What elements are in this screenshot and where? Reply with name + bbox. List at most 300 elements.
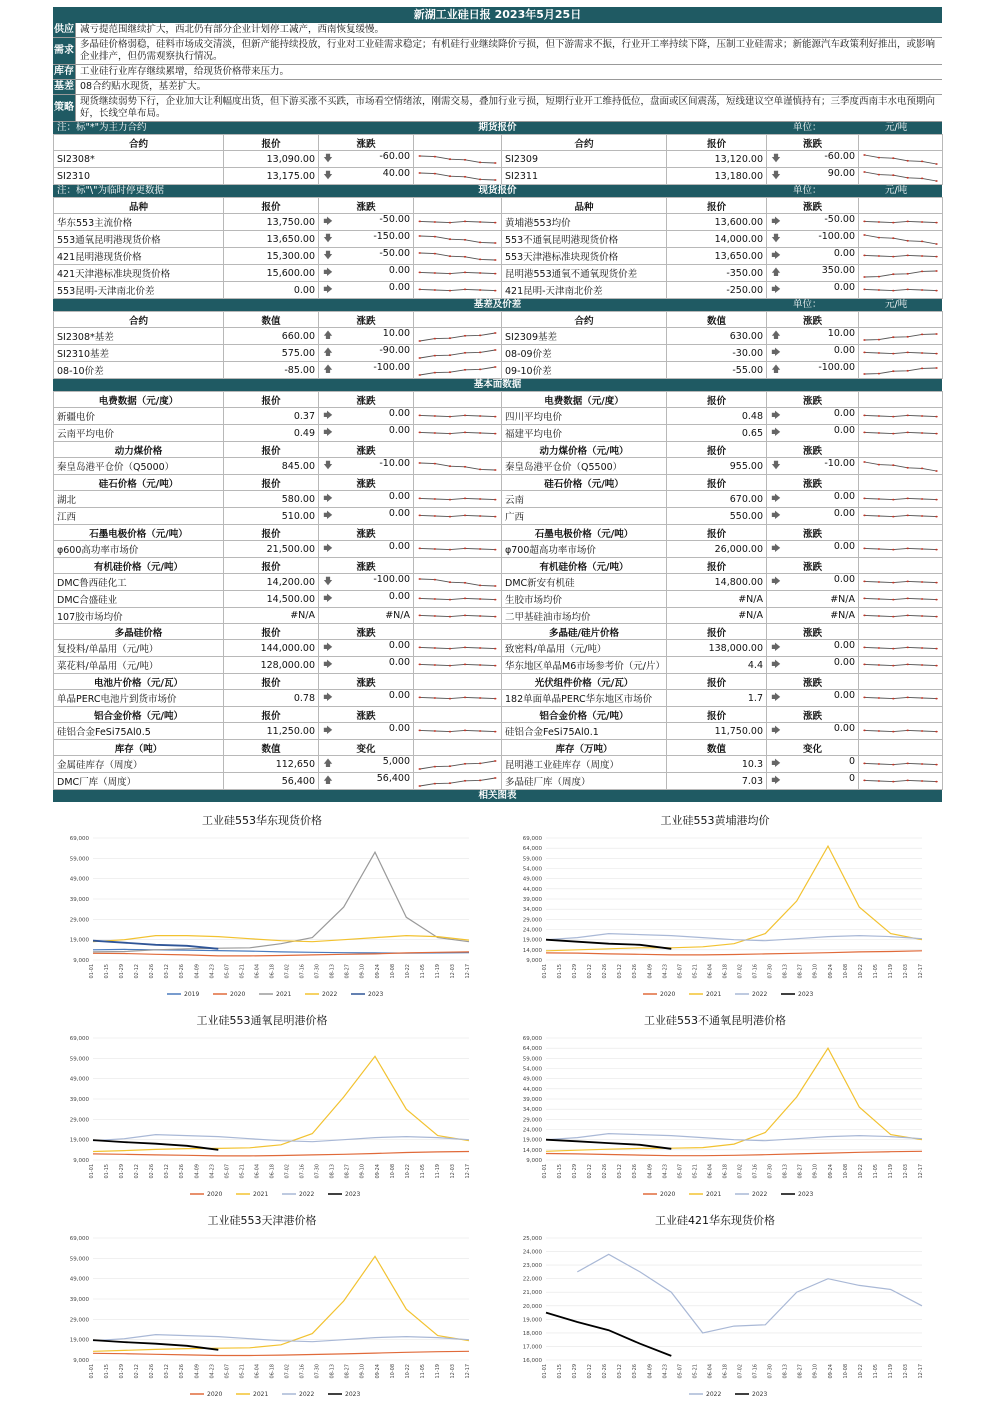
x-tick-label: 12-03 xyxy=(449,1164,456,1179)
sparkline-point xyxy=(878,339,880,341)
legend-label: 2023 xyxy=(345,1391,361,1398)
x-tick-label: 12-17 xyxy=(918,1364,924,1379)
sparkline-svg xyxy=(859,363,942,377)
sparkline-point xyxy=(878,464,880,466)
y-tick-label: 20,000 xyxy=(522,1303,542,1310)
sparkline-point xyxy=(892,256,894,258)
sparkline-point xyxy=(464,239,467,241)
y-tick-label: 59,000 xyxy=(69,856,89,863)
item-name: SI2308*基差 xyxy=(54,328,224,345)
table-row xyxy=(54,248,943,265)
y-tick-label: 64,000 xyxy=(522,846,542,853)
change-value: 350.00 xyxy=(821,265,855,276)
info-text: 工业硅行业库存继续累增，给现货价格带来压力。 xyxy=(75,65,942,79)
y-tick-label: 25,000 xyxy=(522,1236,542,1242)
item-change xyxy=(319,773,414,790)
item-price: 845.00 xyxy=(224,458,319,475)
header-spacer xyxy=(414,525,502,541)
header-cell: 电费数据（元/度） xyxy=(54,392,224,408)
sparkline-svg xyxy=(859,492,942,506)
item-price: 14,500.00 xyxy=(224,591,319,608)
sparkline-line xyxy=(420,515,495,516)
sparkline-point xyxy=(863,647,865,649)
sparkline-point xyxy=(878,373,880,375)
x-tick-label: 04-09 xyxy=(194,1364,201,1379)
sparkline-point xyxy=(479,763,482,765)
item-price: #N/A xyxy=(667,591,767,608)
change-value: 0.00 xyxy=(833,723,855,734)
x-tick-label: 09-10 xyxy=(359,964,366,979)
x-tick-label: 12-03 xyxy=(449,1364,456,1379)
item-price: 1.7 xyxy=(667,690,767,707)
trend-sparkline xyxy=(859,574,943,591)
sparkline-point xyxy=(863,373,865,375)
change-value: 0.00 xyxy=(833,508,855,519)
item-name: 广西 xyxy=(502,508,667,525)
header-cell: 品种 xyxy=(502,198,667,214)
sparkline-point xyxy=(464,415,467,417)
sparkline-line xyxy=(865,598,937,599)
x-tick-label: 05-07 xyxy=(677,1364,684,1379)
item-name: 黄埔港553均价 xyxy=(502,214,667,231)
series-line xyxy=(546,1140,671,1149)
info-label: 策略 xyxy=(53,95,75,121)
sparkline-point xyxy=(494,433,497,435)
sparkline-svg xyxy=(414,232,501,246)
trend-sparkline xyxy=(414,265,502,282)
trend-sparkline xyxy=(859,328,943,345)
sparkline-point xyxy=(878,647,880,649)
trend-sparkline xyxy=(859,458,943,475)
change-value: 10.00 xyxy=(827,328,855,339)
header-cell: 数值 xyxy=(667,740,767,756)
x-tick-label: 12-17 xyxy=(465,1364,471,1379)
item-price: 15,300.00 xyxy=(224,248,319,265)
sparkline-line xyxy=(865,730,937,731)
sparkline-point xyxy=(434,615,437,617)
sparkline-line xyxy=(865,255,937,256)
legend-label: 2020 xyxy=(207,1191,223,1198)
sparkline-point xyxy=(479,162,482,164)
y-tick-label: 54,000 xyxy=(522,1066,542,1073)
sparkline-svg xyxy=(414,575,501,589)
sparkline-point xyxy=(906,336,908,338)
sparkline-line xyxy=(865,498,937,499)
arrow-right-icon: 🡆 xyxy=(771,511,781,521)
x-tick-label: 02-12 xyxy=(587,1164,594,1179)
sparkline-point xyxy=(479,469,482,471)
y-tick-label: 29,000 xyxy=(69,917,89,924)
arrow-right-icon: 🡆 xyxy=(323,285,333,295)
series-line xyxy=(546,951,922,955)
x-tick-label: 05-07 xyxy=(677,1164,684,1179)
item-price: 10.3 xyxy=(667,756,767,773)
charts-header: 相关图表 xyxy=(53,790,942,802)
sparkline-point xyxy=(494,242,497,244)
table-row xyxy=(54,690,943,707)
trend-sparkline xyxy=(414,591,502,608)
header-cell: 合约 xyxy=(54,312,224,328)
x-tick-label: 09-24 xyxy=(827,964,834,979)
item-name: 硅铝合金FeSi75Al0.1 xyxy=(502,723,667,740)
sparkline-point xyxy=(878,598,880,600)
sparkline-line xyxy=(420,598,495,599)
sparkline-svg xyxy=(414,509,501,523)
table-row xyxy=(54,168,943,185)
sparkline-point xyxy=(892,648,894,650)
x-tick-label: 05-07 xyxy=(224,1164,231,1179)
sparkline-svg xyxy=(414,152,501,166)
sparkline-point xyxy=(494,665,497,667)
sparkline-point xyxy=(479,179,482,181)
item-change xyxy=(319,425,414,442)
item-change xyxy=(767,168,859,185)
info-label: 库存 xyxy=(54,66,74,77)
sparkline-svg xyxy=(414,363,501,377)
change-value: #N/A xyxy=(830,593,855,605)
legend-label: 2019 xyxy=(184,991,200,998)
x-tick-label: 08-13 xyxy=(782,1164,789,1179)
sparkline-point xyxy=(892,781,894,783)
x-tick-label: 04-09 xyxy=(647,1164,654,1179)
trend-sparkline xyxy=(859,425,943,442)
y-tick-label: 29,000 xyxy=(69,1117,89,1124)
x-tick-label: 01-01 xyxy=(542,1364,548,1379)
x-tick-label: 08-13 xyxy=(329,964,336,979)
table-row xyxy=(54,723,943,740)
item-change xyxy=(319,231,414,248)
arrow-right-icon: 🡆 xyxy=(323,411,333,421)
header-spacer xyxy=(859,135,943,151)
header-cell: 涨跌 xyxy=(767,525,859,541)
sparkline-point xyxy=(418,172,421,174)
sparkline-point xyxy=(464,289,467,291)
sparkline-point xyxy=(878,157,880,159)
sparkline-line xyxy=(420,697,495,698)
sparkline-point xyxy=(935,615,937,617)
header-cell: 涨跌 xyxy=(319,525,414,541)
x-tick-label: 11-05 xyxy=(872,1364,879,1379)
x-tick-label: 11-05 xyxy=(419,964,426,979)
item-change xyxy=(319,508,414,525)
arrow-down-icon: 🡇 xyxy=(323,154,333,164)
change-value: -60.00 xyxy=(824,151,855,162)
y-tick-label: 19,000 xyxy=(69,1137,89,1144)
sparkline-point xyxy=(418,598,421,600)
sparkline-point xyxy=(935,333,937,335)
sparkline-point xyxy=(892,665,894,667)
trend-sparkline xyxy=(859,282,943,299)
x-tick-label: 01-29 xyxy=(572,1364,579,1379)
header-cell: 涨跌 xyxy=(319,312,414,328)
header-cell: 变化 xyxy=(319,740,414,756)
x-tick-label: 11-05 xyxy=(419,1164,426,1179)
daily-report-sheet xyxy=(53,7,942,802)
sparkline-point xyxy=(449,648,452,650)
sparkline-point xyxy=(434,156,437,158)
trend-sparkline xyxy=(414,408,502,425)
item-change xyxy=(319,328,414,345)
sparkline-point xyxy=(418,614,421,616)
item-name: SI2309基差 xyxy=(502,328,667,345)
item-change xyxy=(319,282,414,299)
item-name: 08-09价差 xyxy=(502,345,667,362)
sparkline-point xyxy=(906,498,908,500)
sparkline-point xyxy=(935,764,937,766)
sparkline-line xyxy=(420,498,495,499)
sparkline-svg xyxy=(859,459,942,473)
item-price: 15,600.00 xyxy=(224,265,319,282)
x-tick-label: 08-13 xyxy=(329,1164,336,1179)
sparkline-point xyxy=(906,289,908,291)
header-cell: 报价 xyxy=(667,707,767,723)
trend-sparkline xyxy=(859,591,943,608)
change-value: 0.00 xyxy=(388,491,410,502)
sparkline-point xyxy=(494,760,497,762)
futures-table xyxy=(53,134,943,185)
sparkline-point xyxy=(434,515,437,517)
header-cell: 报价 xyxy=(224,624,319,640)
item-change xyxy=(767,458,859,475)
sparkline-point xyxy=(434,289,437,291)
header-cell: 电池片价格（元/瓦） xyxy=(54,674,224,690)
change-value: -100.00 xyxy=(818,231,855,242)
arrow-right-icon: 🡆 xyxy=(323,511,333,521)
sparkline-line xyxy=(420,415,495,416)
table-header-row xyxy=(54,475,943,491)
y-tick-label: 19,000 xyxy=(522,1137,542,1144)
item-price: 14,200.00 xyxy=(224,574,319,591)
x-tick-label: 06-18 xyxy=(269,964,276,979)
sparkline-point xyxy=(921,581,923,583)
sparkline-point xyxy=(464,369,467,371)
sparkline-point xyxy=(418,730,421,732)
header-cell: 报价 xyxy=(224,392,319,408)
header-cell: 涨跌 xyxy=(319,135,414,151)
sparkline-point xyxy=(935,290,937,292)
sparkline-point xyxy=(479,548,482,550)
sparkline-point xyxy=(434,432,437,434)
item-change xyxy=(319,458,414,475)
sparkline-point xyxy=(863,352,865,354)
basis-table xyxy=(53,311,943,379)
x-tick-label: 11-19 xyxy=(434,964,441,979)
item-price: -55.00 xyxy=(667,362,767,379)
sparkline-point xyxy=(892,416,894,418)
sparkline-line xyxy=(420,432,495,433)
info-row xyxy=(53,65,942,80)
y-tick-label: 69,000 xyxy=(522,836,542,842)
sparkline-point xyxy=(921,432,923,434)
table-row xyxy=(54,328,943,345)
x-tick-label: 08-27 xyxy=(797,1364,804,1379)
x-tick-label: 05-07 xyxy=(224,964,231,979)
arrow-right-icon: 🡆 xyxy=(323,428,333,438)
sparkline-svg xyxy=(859,232,942,246)
item-price: #N/A xyxy=(667,608,767,624)
trend-sparkline xyxy=(859,491,943,508)
x-tick-label: 02-12 xyxy=(134,1164,141,1179)
sparkline-point xyxy=(878,498,880,500)
sparkline-point xyxy=(906,415,908,417)
item-price: 0.78 xyxy=(224,690,319,707)
trend-sparkline xyxy=(414,345,502,362)
arrow-down-icon: 🡇 xyxy=(323,171,333,181)
table-row xyxy=(54,282,943,299)
item-name: SI2309 xyxy=(502,151,667,168)
sparkline-point xyxy=(906,467,908,469)
sparkline-point xyxy=(479,664,482,666)
y-tick-label: 17,000 xyxy=(522,1344,542,1351)
sparkline-point xyxy=(921,515,923,517)
header-cell: 数值 xyxy=(224,312,319,328)
legend-label: 2023 xyxy=(345,1191,361,1198)
sparkline-point xyxy=(863,498,865,500)
item-name: 菜花料/单晶用（元/吨） xyxy=(54,657,224,674)
trend-sparkline xyxy=(414,151,502,168)
x-tick-label: 03-12 xyxy=(164,1364,171,1379)
header-spacer xyxy=(414,312,502,328)
sparkline-point xyxy=(935,665,937,667)
item-name: 云南 xyxy=(502,491,667,508)
chart-svg xyxy=(500,1212,930,1402)
x-tick-label: 04-09 xyxy=(647,964,654,979)
trend-sparkline xyxy=(859,690,943,707)
header-cell: 品种 xyxy=(54,198,224,214)
legend-label: 2021 xyxy=(706,1191,722,1198)
x-tick-label: 03-12 xyxy=(617,1364,624,1379)
sparkline-point xyxy=(906,370,908,372)
sparkline-svg xyxy=(859,249,942,263)
item-price: 630.00 xyxy=(667,328,767,345)
sparkline-line xyxy=(420,221,495,222)
item-name: DMC新安有机硅 xyxy=(502,574,667,591)
sparkline-line xyxy=(420,236,495,243)
header-spacer xyxy=(859,525,943,541)
sparkline-point xyxy=(921,241,923,243)
header-cell: 报价 xyxy=(224,475,319,491)
arrow-down-icon: 🡇 xyxy=(323,577,333,587)
sparkline-point xyxy=(418,548,421,550)
y-tick-label: 23,000 xyxy=(522,1263,542,1270)
x-tick-label: 05-21 xyxy=(239,964,246,979)
sparkline-svg xyxy=(414,249,501,263)
arrow-right-icon: 🡆 xyxy=(323,544,333,554)
change-value: 0.00 xyxy=(388,723,410,734)
arrow-down-icon: 🡇 xyxy=(323,234,333,244)
sparkline-point xyxy=(418,498,421,500)
sparkline-svg xyxy=(859,774,942,788)
sparkline-line xyxy=(420,579,495,586)
header-cell: 报价 xyxy=(667,525,767,541)
x-tick-label: 01-29 xyxy=(119,1164,126,1179)
header-spacer xyxy=(414,475,502,491)
sparkline-point xyxy=(863,548,865,550)
arrow-right-icon: 🡆 xyxy=(771,217,781,227)
trend-sparkline xyxy=(414,491,502,508)
sparkline-svg xyxy=(414,215,501,229)
sparkline-point xyxy=(892,549,894,551)
sparkline-point xyxy=(935,549,937,551)
x-tick-label: 01-29 xyxy=(572,1164,579,1179)
sparkline-svg xyxy=(859,575,942,589)
y-tick-label: 59,000 xyxy=(522,1056,542,1063)
sparkline-point xyxy=(434,338,437,340)
x-tick-label: 02-26 xyxy=(602,964,609,979)
trend-sparkline xyxy=(414,458,502,475)
change-value: 10.00 xyxy=(382,328,410,339)
sparkline-line xyxy=(865,615,937,616)
item-change xyxy=(319,408,414,425)
sparkline-svg xyxy=(859,592,942,606)
arrow-right-icon: 🡆 xyxy=(323,660,333,670)
header-cell: 涨跌 xyxy=(767,198,859,214)
item-change xyxy=(319,265,414,282)
table-row xyxy=(54,541,943,558)
x-tick-label: 03-26 xyxy=(632,1164,639,1179)
item-name: 553不通氧昆明港现货价格 xyxy=(502,231,667,248)
change-value: -60.00 xyxy=(379,151,410,162)
sparkline-point xyxy=(449,416,452,418)
sparkline-point xyxy=(464,352,467,354)
item-price: 0.48 xyxy=(667,408,767,425)
arrow-right-icon: 🡆 xyxy=(771,643,781,653)
sparkline-point xyxy=(935,222,937,224)
x-tick-label: 07-16 xyxy=(299,1364,306,1379)
sparkline-svg xyxy=(859,609,942,623)
sparkline-point xyxy=(418,357,421,359)
x-tick-label: 07-02 xyxy=(284,964,291,979)
y-tick-label: 9,000 xyxy=(73,1358,89,1364)
trend-sparkline xyxy=(414,690,502,707)
trend-sparkline xyxy=(414,214,502,231)
sparkline-point xyxy=(863,221,865,223)
change-value: 0.00 xyxy=(388,690,410,701)
trend-sparkline xyxy=(414,723,502,740)
item-name: 湖北 xyxy=(54,491,224,508)
sparkline-point xyxy=(494,179,497,181)
sparkline-point xyxy=(434,766,437,768)
x-tick-label: 05-07 xyxy=(224,1364,231,1379)
info-row xyxy=(53,95,942,122)
sparkline-point xyxy=(935,731,937,733)
sparkline-point xyxy=(464,159,467,161)
x-tick-label: 08-13 xyxy=(782,964,789,979)
sparkline-svg xyxy=(859,658,942,672)
header-cell: 涨跌 xyxy=(319,442,414,458)
chart-title: 工业硅553不通氧昆明港价格 xyxy=(644,1014,786,1027)
sparkline-point xyxy=(464,466,467,468)
change-value: 0 xyxy=(848,773,855,784)
sparkline-point xyxy=(449,290,452,292)
x-tick-label: 04-23 xyxy=(209,1164,216,1179)
x-tick-label: 01-01 xyxy=(89,1164,95,1179)
sparkline-point xyxy=(906,780,908,782)
sparkline-point xyxy=(863,581,865,583)
change-value: -100.00 xyxy=(373,574,410,585)
header-spacer xyxy=(414,624,502,640)
sparkline-point xyxy=(418,432,421,434)
header-cell: 数值 xyxy=(224,740,319,756)
sparkline-point xyxy=(863,730,865,732)
item-change xyxy=(767,574,859,591)
item-price: 26,000.00 xyxy=(667,541,767,558)
header-cell: 变化 xyxy=(767,740,859,756)
y-tick-label: 9,000 xyxy=(526,958,542,964)
header-spacer xyxy=(414,558,502,574)
legend-label: 2023 xyxy=(798,1191,814,1198)
basis-title: 基差及价差 xyxy=(473,299,522,310)
